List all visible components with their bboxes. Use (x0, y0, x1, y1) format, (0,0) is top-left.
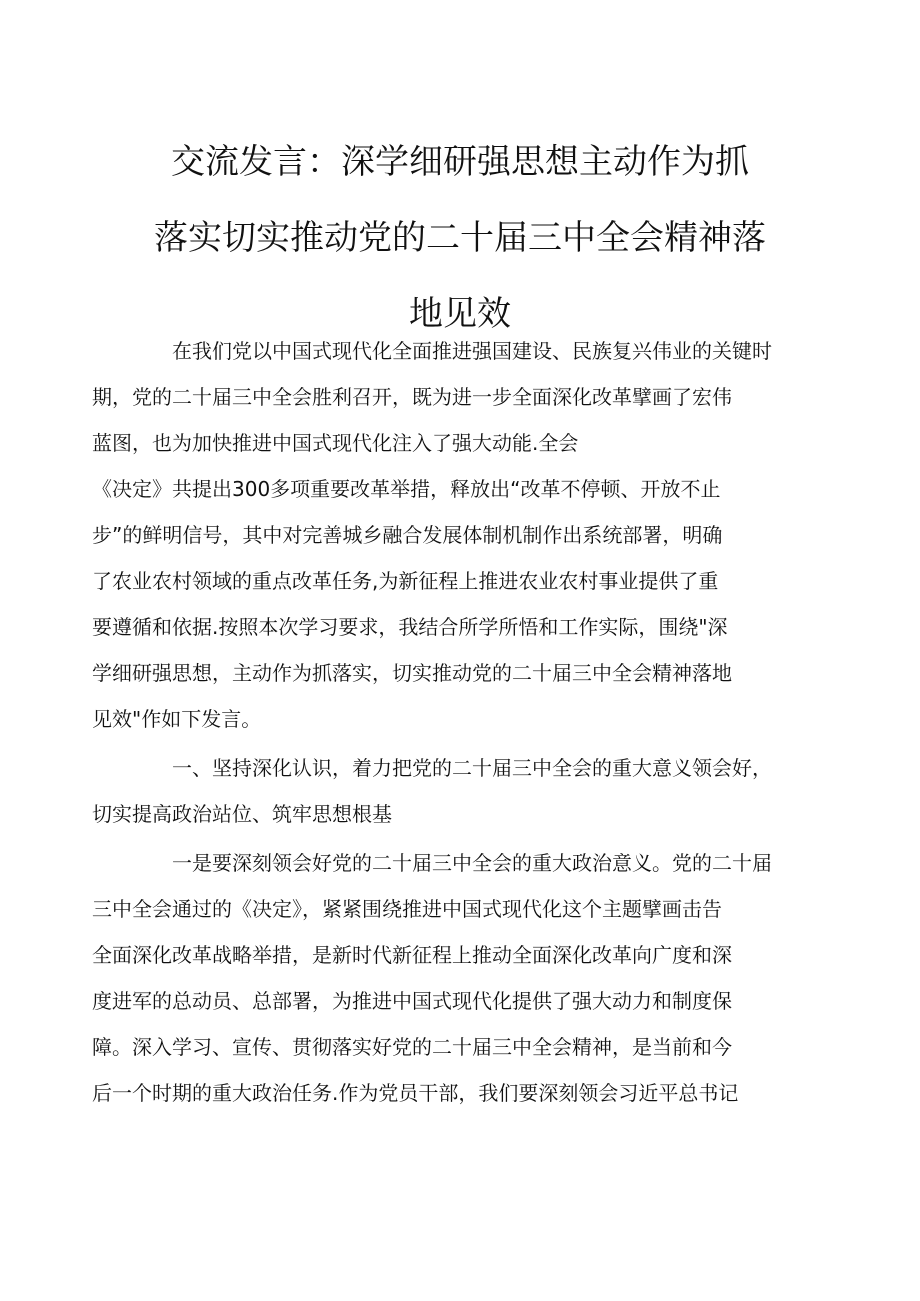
intro-paragraph (92, 328, 772, 742)
paragraph-line: 障。深入学习、宣传、贯彻落实好党的二十届三中全会精神，是当前和今 (92, 1035, 732, 1059)
paragraph-line: 度进军的总动员、总部署，为推进中国式现代化提供了强大动力和制度保 (92, 989, 732, 1013)
title-line: 交流发言：深学细研强思想主动作为抓 (171, 142, 749, 182)
title-line: 落实切实推动党的二十届三中全会精神落 (154, 218, 766, 258)
title-line: 地见效 (409, 294, 511, 334)
paragraph-line: 一是要深刻领会好党的二十届三中全会的重大政治意义。党的二十届 (172, 851, 772, 875)
paragraph-line: 期，党的二十届三中全会胜利召开，既为进一步全面深化改革擘画了宏伟 (92, 385, 732, 409)
paragraph-line: 一、坚持深化认识，着力把党的二十届三中全会的重大意义领会好， (172, 756, 772, 780)
paragraph-line: 要遵循和依据.按照本次学习要求，我结合所学所悟和工作实际，围绕"深 (92, 615, 728, 639)
paragraph-line: 见效"作如下发言。 (92, 707, 262, 731)
paragraph-line: 三中全会通过的《决定》，紧紧围绕推进中国式现代化这个主题擘画击告 (92, 897, 722, 921)
paragraph-line: 在我们党以中国式现代化全面推进强国建设、民族复兴伟业的关键时 (172, 339, 772, 363)
paragraph-line: 蓝图，也为加快推进中国式现代化注入了强大动能.全会 (92, 431, 579, 455)
paragraph-line: 了农业农村领域的重点改革任务,为新征程上推进农业农村事业提供了重 (92, 569, 719, 593)
paragraph-line: 学细研强思想，主动作为抓落实，切实推动党的二十届三中全会精神落地 (92, 661, 732, 685)
section-heading-paragraph (92, 745, 772, 837)
paragraph-line: 切实提高政治站位、筑牢思想根基 (92, 802, 392, 826)
document-body (92, 328, 772, 1116)
document-title (120, 124, 800, 352)
paragraph-line: 步”的鲜明信号，其中对完善城乡融合发展体制机制作出系统部署，明确 (92, 523, 723, 547)
body-paragraph (92, 840, 772, 1116)
paragraph-line: 全面深化改革战略举措，是新时代新征程上推动全面深化改革向广度和深 (92, 943, 732, 967)
paragraph-line: 后一个时期的重大政治任务.作为党员干部，我们要深刻领会习近平总书记 (92, 1081, 739, 1105)
paragraph-line: 《决定》共提出300多项重要改革举措，释放出“改革不停顿、开放不止 (92, 477, 721, 501)
